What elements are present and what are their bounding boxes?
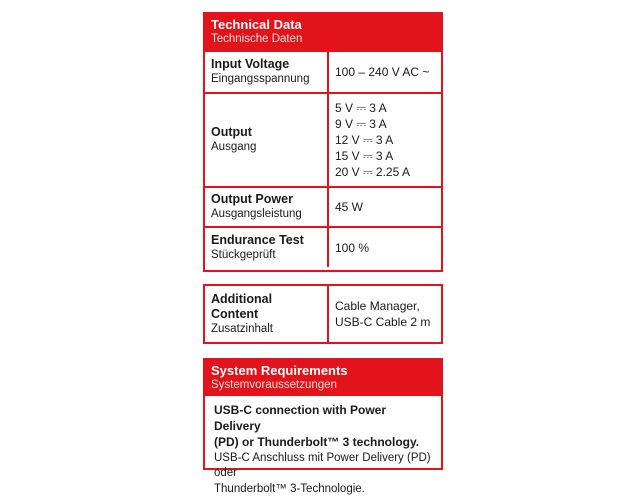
- spec-value: 9 V ⎓ 3 A: [335, 117, 387, 131]
- system-requirements-en-2: (PD) or Thunderbolt™ 3 technology.: [214, 435, 420, 449]
- additional-content-table: [205, 286, 441, 342]
- spec-label-cell: [205, 51, 328, 93]
- additional-content-label-en-2: Content: [211, 306, 259, 321]
- spec-value-cell: [328, 51, 441, 93]
- spec-value-cell: [328, 93, 441, 187]
- additional-content-label-cell: [205, 286, 328, 342]
- additional-content-row: [205, 286, 441, 342]
- additional-content-panel: [203, 284, 443, 344]
- spec-label-en: Output Power: [211, 192, 293, 206]
- spec-row-output: [205, 93, 441, 187]
- spec-label-de: Stückgeprüft: [211, 248, 276, 261]
- spec-label-en: Output: [211, 125, 252, 139]
- system-requirements-en-1: USB-C connection with Power Delivery: [214, 403, 387, 433]
- spec-label-en: Input Voltage: [211, 57, 290, 71]
- spec-value: 45 W: [335, 200, 364, 214]
- spec-label-en: Endurance Test: [211, 232, 304, 247]
- spec-value: 5 V ⎓ 3 A: [335, 101, 387, 115]
- system-requirements-title: System Requirements: [211, 363, 348, 378]
- spec-row-output-power: [205, 187, 441, 227]
- additional-content-label-de: Zusatzinhalt: [211, 322, 274, 335]
- additional-content-value: Cable Manager,: [335, 299, 420, 313]
- system-requirements-body: [205, 396, 441, 503]
- system-requirements-subtitle: Systemvoraussetzungen: [211, 379, 337, 391]
- spec-value: 20 V ⎓ 2.25 A: [335, 165, 410, 179]
- spec-value-cell: [328, 227, 441, 267]
- system-requirements-de-1: USB-C Anschluss mit Power Delivery (PD) oder: [214, 452, 431, 479]
- spec-label-de: Ausgang: [211, 141, 257, 153]
- system-requirements-header: [205, 360, 441, 396]
- spec-value: 12 V ⎓ 3 A: [335, 133, 394, 147]
- spec-label-cell: [205, 93, 328, 187]
- additional-content-value: USB-C Cable 2 m: [335, 315, 431, 329]
- technical-data-table: [205, 50, 441, 267]
- spec-row-endurance-test: [205, 227, 441, 267]
- additional-content-label-en-1: Additional: [211, 291, 273, 306]
- system-requirements-panel: [203, 358, 443, 495]
- spec-label-cell: [205, 227, 328, 267]
- spec-label-cell: [205, 187, 328, 227]
- technical-data-title: Technical Data: [211, 17, 302, 32]
- spec-value: 100 %: [335, 240, 370, 255]
- spec-label-de: Eingangsspannung: [211, 73, 310, 85]
- spec-value-cell: [328, 187, 441, 227]
- technical-data-header: [205, 14, 441, 50]
- spec-row-input-voltage: [205, 51, 441, 93]
- spec-value: 100 – 240 V AC ~: [335, 65, 430, 79]
- additional-content-value-cell: [328, 286, 441, 342]
- spec-value: 15 V ⎓ 3 A: [335, 149, 394, 163]
- spec-label-de: Ausgangsleistung: [211, 208, 302, 220]
- system-requirements-de-2: Thunderbolt™ 3-Technologie.: [214, 483, 365, 495]
- technical-data-panel: [203, 12, 443, 272]
- technical-data-subtitle: Technische Daten: [211, 33, 303, 45]
